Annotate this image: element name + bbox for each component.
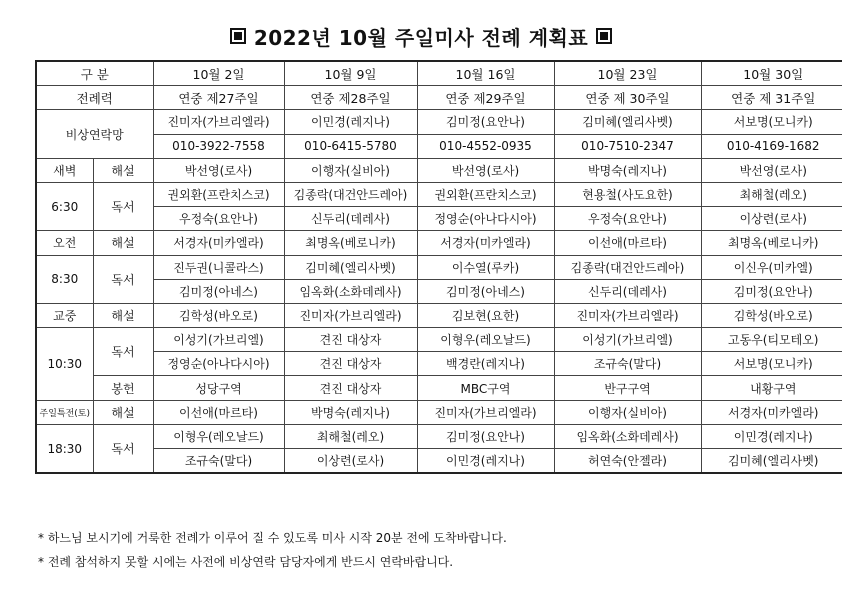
liturgy-cell: 연중 제 30주일 (554, 86, 701, 110)
noon-mass-time: 10:30 (36, 328, 93, 401)
reading-cell: 권외환(프란치스코) (417, 182, 554, 206)
emergency-phone-row (36, 134, 842, 158)
reading-cell: 이상련(로사) (284, 449, 417, 474)
commentary-cell: 진미자(가브리엘라) (417, 400, 554, 424)
commentary-cell: 박선영(로사) (153, 158, 284, 182)
note-absence: * 전례 참석하지 못할 시에는 사전에 비상연락 담당자에게 반드시 연락바랍니다. (38, 555, 454, 569)
commentary-label: 해설 (93, 231, 153, 255)
reading-label: 독서 (93, 255, 153, 303)
reading-cell: 정영순(아나다시아) (153, 352, 284, 376)
commentary-cell: 박명숙(레지나) (554, 158, 701, 182)
reading-cell: 조규숙(말다) (554, 352, 701, 376)
liturgy-cell: 연중 제 31주일 (701, 86, 842, 110)
emergency-name-cell: 서보명(모니카) (701, 110, 842, 134)
commentary-cell: 김보현(요한) (417, 303, 554, 327)
reading-cell: 이민경(레지나) (417, 449, 554, 474)
reading-cell: 김미정(아네스) (417, 279, 554, 303)
commentary-cell: 서경자(미카엘라) (701, 400, 842, 424)
reading-label: 독서 (93, 182, 153, 230)
emergency-name-cell: 김미정(요안나) (417, 110, 554, 134)
reading-cell: 이형우(레오날드) (417, 328, 554, 352)
reading-cell: 최해철(레오) (284, 424, 417, 448)
date-header-cell: 10월 2일 (153, 61, 284, 86)
liturgy-label: 전례력 (36, 86, 153, 110)
noon-reading1-row (36, 328, 842, 352)
emergency-name-row (36, 110, 842, 134)
reading-cell: 김종락(대건안드레아) (554, 255, 701, 279)
emergency-phone-cell: 010-3922-7558 (153, 134, 284, 158)
reading-cell: 이형우(레오날드) (153, 424, 284, 448)
reading-cell: 김미혜(엘리사벳) (701, 449, 842, 474)
commentary-label: 해설 (93, 400, 153, 424)
reading-cell: 신두리(데레사) (284, 207, 417, 231)
reading-label: 독서 (93, 424, 153, 473)
reading-cell: 이성기(가브리엘) (153, 328, 284, 352)
offering-cell: 성당구역 (153, 376, 284, 400)
offering-label: 봉헌 (93, 376, 153, 400)
commentary-cell: 최명옥(베로니카) (284, 231, 417, 255)
commentary-cell: 박선영(로사) (701, 158, 842, 182)
reading-cell: 이성기(가브리엘) (554, 328, 701, 352)
reading-cell: 이신우(미카엘) (701, 255, 842, 279)
date-header-cell: 10월 23일 (554, 61, 701, 86)
reading-cell: 우정숙(요안나) (153, 207, 284, 231)
emergency-name-cell: 이민경(레지나) (284, 110, 417, 134)
header-row (36, 61, 842, 86)
date-header-cell: 10월 16일 (417, 61, 554, 86)
morning-reading1-row (36, 255, 842, 279)
date-header-cell: 10월 30일 (701, 61, 842, 86)
reading-cell: 우정숙(요안나) (554, 207, 701, 231)
square-bullet-icon (230, 28, 246, 44)
reading-cell: 조규숙(말다) (153, 449, 284, 474)
liturgy-schedule-table (35, 60, 842, 474)
offering-cell: 내황구역 (701, 376, 842, 400)
liturgy-cell: 연중 제27주일 (153, 86, 284, 110)
liturgy-cell: 연중 제28주일 (284, 86, 417, 110)
commentary-cell: 김학성(바오로) (701, 303, 842, 327)
date-header-cell: 10월 9일 (284, 61, 417, 86)
morning-mass-time: 8:30 (36, 255, 93, 303)
evening-mass-label: 주일특전(토) (36, 400, 93, 424)
reading-cell: 이상련(로사) (701, 207, 842, 231)
reading-cell: 허연숙(안젤라) (554, 449, 701, 474)
reading-cell: 김미정(아네스) (153, 279, 284, 303)
reading-cell: 이민경(레지나) (701, 424, 842, 448)
category-header: 구 분 (36, 61, 153, 86)
commentary-label: 해설 (93, 158, 153, 182)
noon-reading2-row (36, 352, 842, 376)
reading-cell: 현용철(사도요한) (554, 182, 701, 206)
reading-cell: 진두권(니콜라스) (153, 255, 284, 279)
dawn-reading2-row (36, 207, 842, 231)
dawn-mass-label: 새벽 (36, 158, 93, 182)
reading-cell: 임옥화(소화데레사) (284, 279, 417, 303)
morning-reading2-row (36, 279, 842, 303)
commentary-cell: 이행자(실비아) (554, 400, 701, 424)
evening-reading2-row (36, 449, 842, 474)
noon-mass-label: 교중 (36, 303, 93, 327)
reading-cell: 최해철(레오) (701, 182, 842, 206)
offering-cell: 반구구역 (554, 376, 701, 400)
reading-cell: 김미정(요안나) (701, 279, 842, 303)
commentary-cell: 이행자(실비아) (284, 158, 417, 182)
reading-cell: 고동우(티모테오) (701, 328, 842, 352)
commentary-cell: 최명옥(베로니카) (701, 231, 842, 255)
commentary-cell: 서경자(미카엘라) (153, 231, 284, 255)
reading-cell: 임옥화(소화데레사) (554, 424, 701, 448)
offering-cell: MBC구역 (417, 376, 554, 400)
reading-cell: 서보명(모니카) (701, 352, 842, 376)
emergency-name-cell: 김미혜(엘리사벳) (554, 110, 701, 134)
dawn-commentary-row (36, 158, 842, 182)
commentary-cell: 김학성(바오로) (153, 303, 284, 327)
commentary-cell: 진미자(가브리엘라) (554, 303, 701, 327)
noon-offering-row (36, 376, 842, 400)
reading-cell: 김종락(대건안드레아) (284, 182, 417, 206)
commentary-cell: 이선애(마르타) (153, 400, 284, 424)
morning-commentary-row (36, 231, 842, 255)
reading-label: 독서 (93, 328, 153, 376)
note-arrival: * 하느님 보시기에 거룩한 전례가 이루어 질 수 있도록 미사 시작 20분 전에 도착바랍니다. (38, 531, 507, 545)
commentary-cell: 박선영(로사) (417, 158, 554, 182)
offering-cell: 견진 대상자 (284, 376, 417, 400)
evening-commentary-row (36, 400, 842, 424)
reading-cell: 신두리(데레사) (554, 279, 701, 303)
commentary-cell: 이선애(마르타) (554, 231, 701, 255)
reading-cell: 이수열(루카) (417, 255, 554, 279)
morning-mass-label: 오전 (36, 231, 93, 255)
reading-cell: 견진 대상자 (284, 328, 417, 352)
reading-cell: 김미정(요안나) (417, 424, 554, 448)
reading-cell: 정영순(아나다시아) (417, 207, 554, 231)
dawn-mass-time: 6:30 (36, 182, 93, 230)
liturgy-cell: 연중 제29주일 (417, 86, 554, 110)
evening-mass-time: 18:30 (36, 424, 93, 473)
reading-cell: 견진 대상자 (284, 352, 417, 376)
noon-commentary-row (36, 303, 842, 327)
page-title: 2022년 10월 주일미사 전례 계획표 (0, 22, 842, 51)
emergency-phone-cell: 010-4169-1682 (701, 134, 842, 158)
emergency-name-cell: 진미자(가브리엘라) (153, 110, 284, 134)
emergency-phone-cell: 010-6415-5780 (284, 134, 417, 158)
commentary-cell: 박명숙(레지나) (284, 400, 417, 424)
commentary-label: 해설 (93, 303, 153, 327)
liturgy-row (36, 86, 842, 110)
dawn-reading1-row (36, 182, 842, 206)
emergency-phone-cell: 010-4552-0935 (417, 134, 554, 158)
reading-cell: 백경란(레지나) (417, 352, 554, 376)
emergency-phone-cell: 010-7510-2347 (554, 134, 701, 158)
reading-cell: 권외환(프란치스코) (153, 182, 284, 206)
reading-cell: 김미혜(엘리사벳) (284, 255, 417, 279)
emergency-label: 비상연락망 (36, 110, 153, 158)
square-bullet-icon (596, 28, 612, 44)
evening-reading1-row (36, 424, 842, 448)
commentary-cell: 서경자(미카엘라) (417, 231, 554, 255)
commentary-cell: 진미자(가브리엘라) (284, 303, 417, 327)
